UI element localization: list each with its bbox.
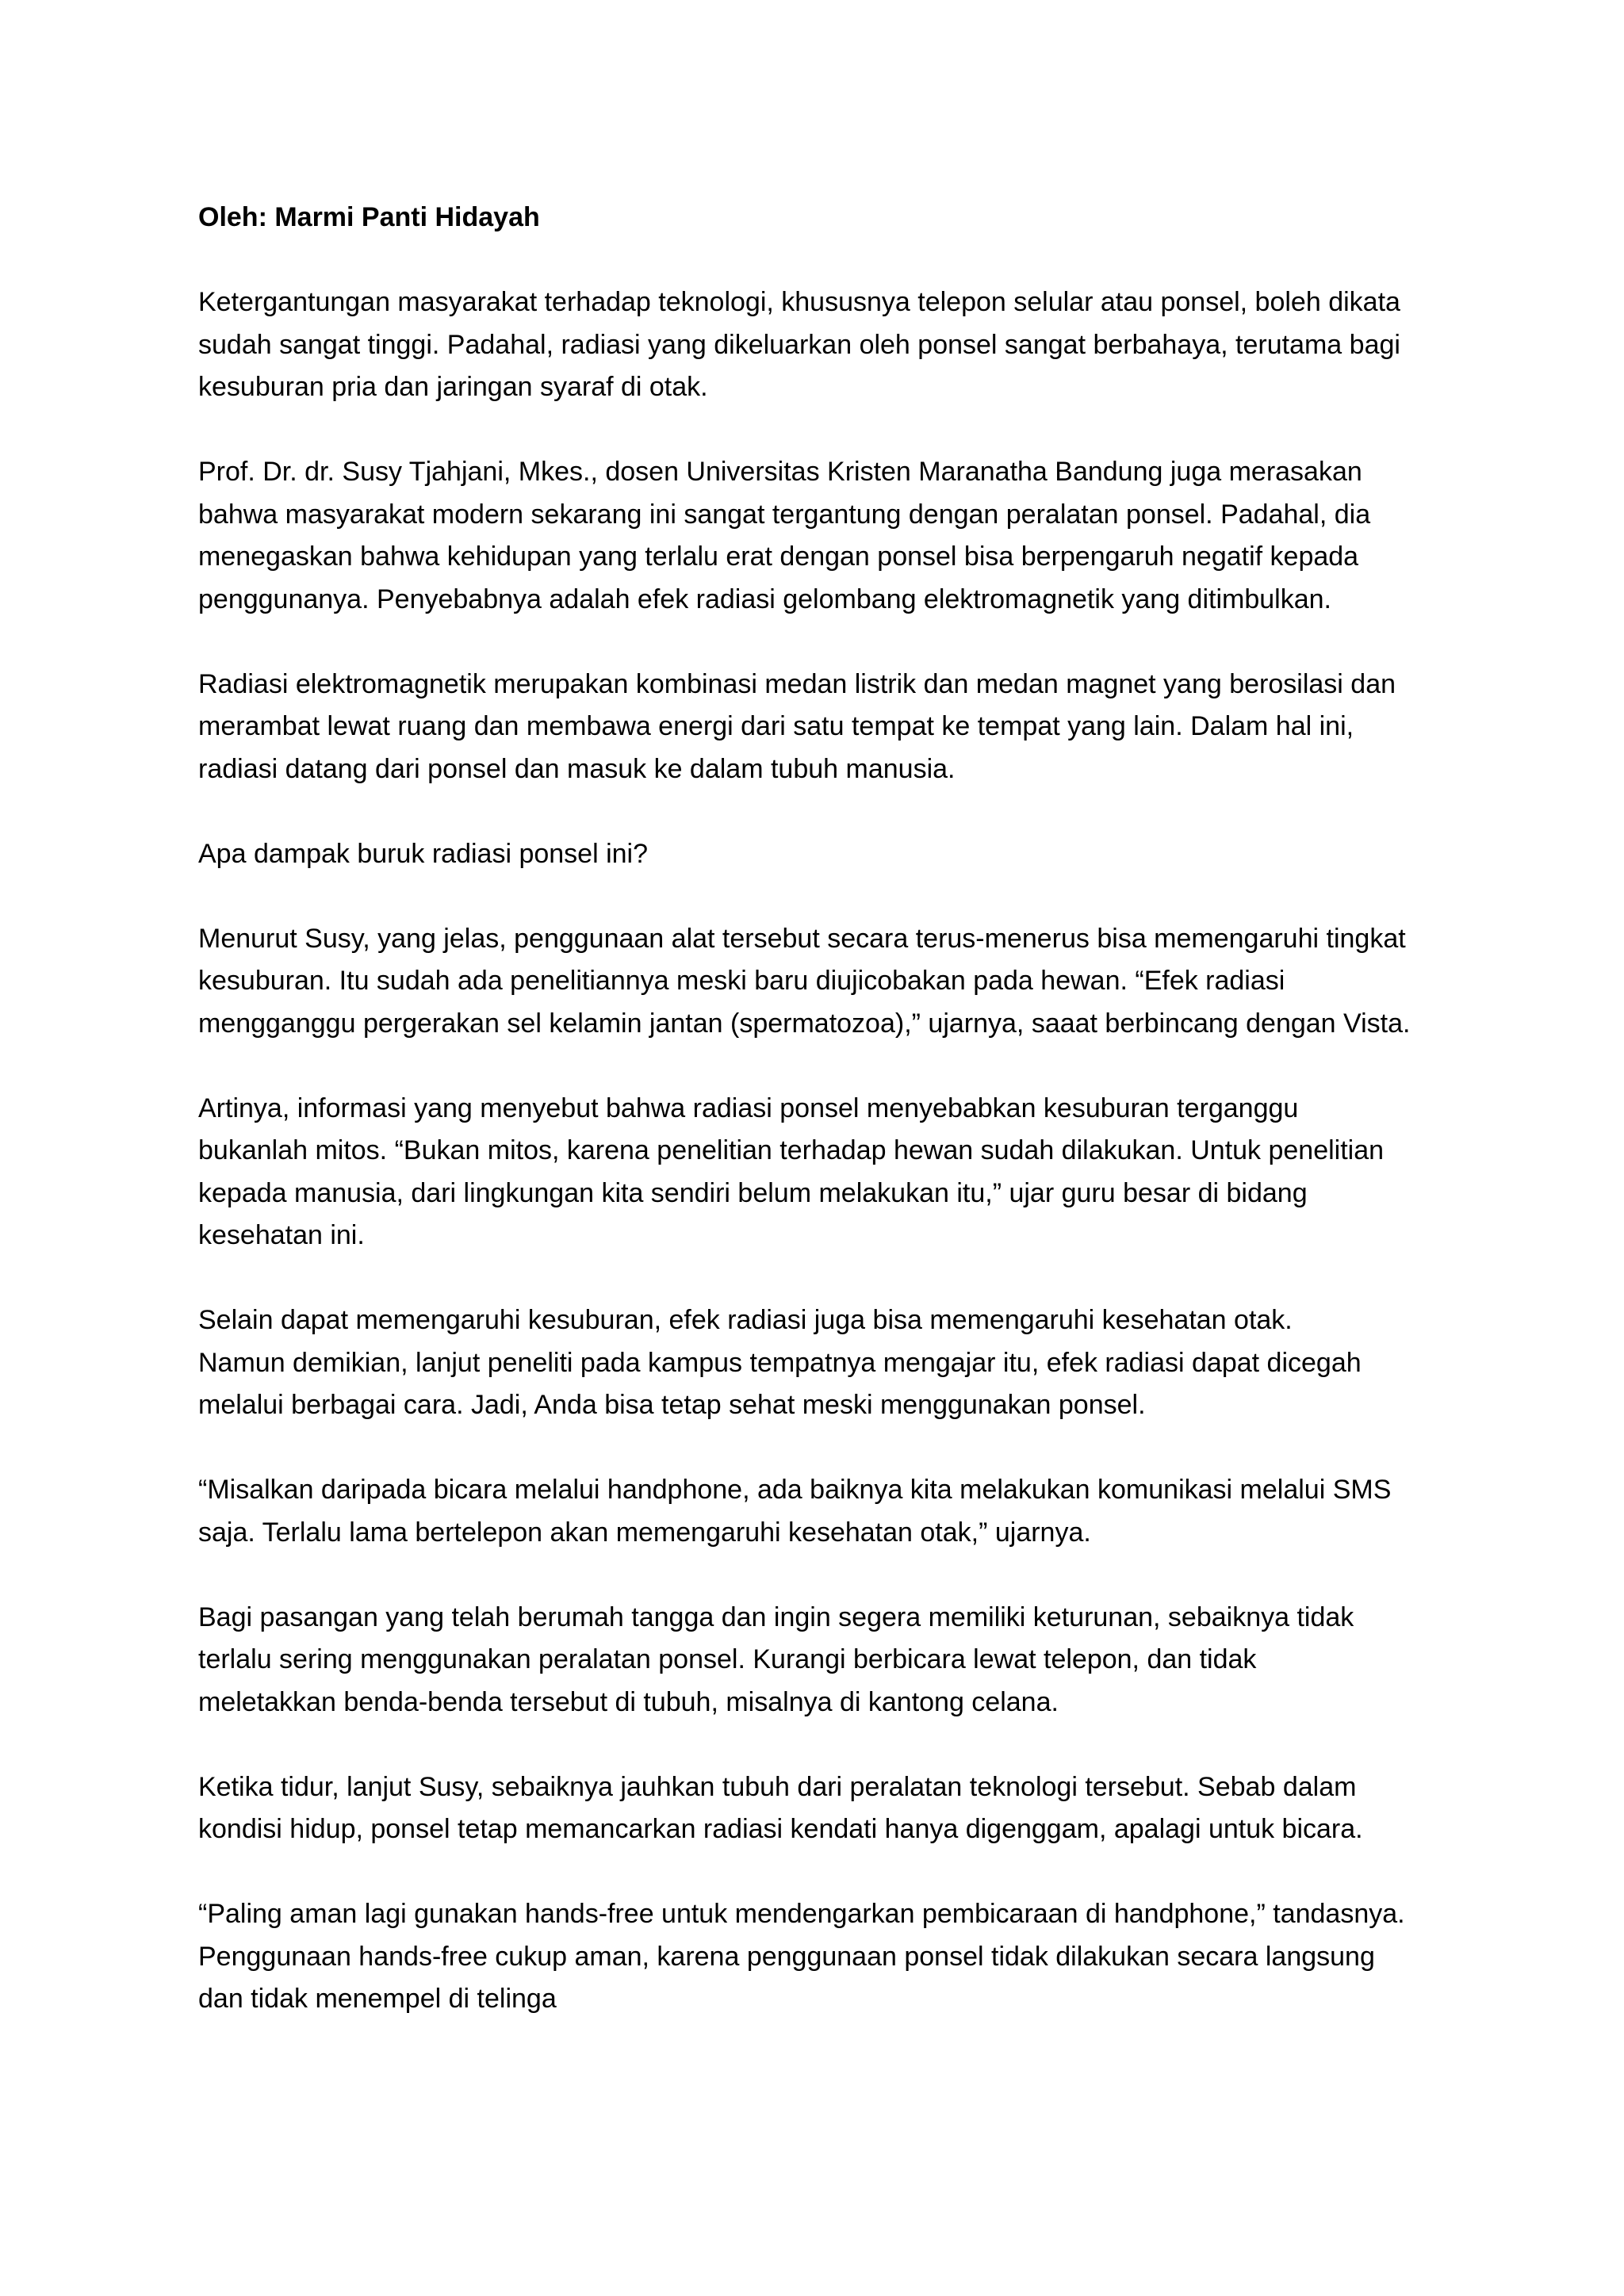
paragraph-line: “Misalkan daripada bicara melalui handphone, ada baiknya kita melakukan komunikasi melalui SMS: [198, 1475, 1392, 1505]
paragraph-line: meletakkan benda-benda tersebut di tubuh, misalnya di kantong celana.: [198, 1686, 1059, 1717]
paragraph: [198, 1088, 1451, 1257]
paragraph-line: “Paling aman lagi gunakan hands-free untuk mendengarkan pembicaraan di handphone,” tandasnya.: [198, 1899, 1405, 1929]
paragraph-line: dan tidak menempel di telinga: [198, 1984, 557, 2014]
paragraph-line: Artinya, informasi yang menyebut bahwa radiasi ponsel menyebabkan kesuburan terganggu: [198, 1093, 1299, 1123]
paragraph-line: Penggunaan hands-free cukup aman, karena penggunaan ponsel tidak dilakukan secara langsung: [198, 1941, 1375, 1972]
paragraph-line: mengganggu pergerakan sel kelamin jantan (spermatozoa),” ujarnya, saaat berbincang dengan Vista.: [198, 1008, 1411, 1039]
paragraph-line: Menurut Susy, yang jelas, penggunaan alat tersebut secara terus-menerus bisa memengaruhi tingkat: [198, 923, 1406, 954]
article-body: [198, 197, 1451, 2063]
paragraph-line: penggunanya. Penyebabnya adalah efek radiasi gelombang elektromagnetik yang ditimbulkan.: [198, 584, 1331, 614]
paragraph-line: Apa dampak buruk radiasi ponsel ini?: [198, 838, 649, 869]
paragraph-line: bukanlah mitos. “Bukan mitos, karena penelitian terhadap hewan sudah dilakukan. Untuk penelitian: [198, 1135, 1385, 1165]
paragraph-line: Radiasi elektromagnetik merupakan kombinasi medan listrik dan medan magnet yang berosilasi dan: [198, 668, 1396, 699]
paragraph: [198, 664, 1451, 791]
paragraph: [198, 451, 1451, 621]
paragraph: [198, 1469, 1451, 1554]
paragraph-line: kepada manusia, dari lingkungan kita sendiri belum melakukan itu,” ujar guru besar di bidang: [198, 1177, 1308, 1208]
paragraph-line: saja. Terlalu lama bertelepon akan memengaruhi kesehatan otak,” ujarnya.: [198, 1517, 1091, 1548]
paragraph-line: terlalu sering menggunakan peralatan ponsel. Kurangi berbicara lewat telepon, dan tidak: [198, 1644, 1257, 1674]
paragraph-line: Ketika tidur, lanjut Susy, sebaiknya jauhkan tubuh dari peralatan teknologi tersebut. Sebab dalam: [198, 1771, 1357, 1802]
paragraph-line: kesuburan. Itu sudah ada penelitiannya meski baru diujicobakan pada hewan. “Efek radiasi: [198, 966, 1285, 996]
paragraph-line: melalui berbagai cara. Jadi, Anda bisa tetap sehat meski menggunakan ponsel.: [198, 1390, 1146, 1420]
paragraph-line: bahwa masyarakat modern sekarang ini sangat tergantung dengan peralatan ponsel. Padahal, dia: [198, 499, 1371, 530]
paragraph-line: menegaskan bahwa kehidupan yang terlalu erat dengan ponsel bisa berpengaruh negatif kepada: [198, 541, 1359, 572]
paragraph-line: kondisi hidup, ponsel tetap memancarkan radiasi kendati hanya digenggam, apalagi untuk bicara.: [198, 1814, 1363, 1844]
paragraph: [198, 1893, 1451, 2021]
paragraph-list: [198, 281, 1451, 2021]
paragraph-line: sudah sangat tinggi. Padahal, radiasi yang dikeluarkan oleh ponsel sangat berbahaya, terutama bagi: [198, 329, 1400, 360]
paragraph-line: Prof. Dr. dr. Susy Tjahjani, Mkes., dosen Universitas Kristen Maranatha Bandung juga merasakan: [198, 457, 1362, 487]
paragraph-line: Namun demikian, lanjut peneliti pada kampus tempatnya mengajar itu, efek radiasi dapat dicegah: [198, 1347, 1362, 1378]
paragraph: [198, 1766, 1451, 1851]
author-byline: Oleh: Marmi Panti Hidayah: [198, 202, 540, 232]
paragraph-line: radiasi datang dari ponsel dan masuk ke dalam tubuh manusia.: [198, 753, 956, 784]
paragraph-line: Ketergantungan masyarakat terhadap teknologi, khususnya telepon selular atau ponsel, boleh dikata: [198, 287, 1400, 317]
paragraph-line: kesuburan pria dan jaringan syaraf di otak.: [198, 372, 708, 402]
paragraph-line: kesehatan ini.: [198, 1220, 365, 1250]
paragraph: [198, 833, 1451, 876]
paragraph-line: merambat lewat ruang dan membawa energi dari satu tempat ke tempat yang lain. Dalam hal ini,: [198, 711, 1354, 741]
paragraph: [198, 1597, 1451, 1724]
paragraph-line: Selain dapat memengaruhi kesuburan, efek radiasi juga bisa memengaruhi kesehatan otak.: [198, 1305, 1293, 1335]
paragraph: [198, 281, 1451, 409]
paragraph-line: Bagi pasangan yang telah berumah tangga dan ingin segera memiliki keturunan, sebaiknya tidak: [198, 1601, 1354, 1632]
paragraph: [198, 918, 1451, 1046]
paragraph: [198, 1299, 1451, 1427]
